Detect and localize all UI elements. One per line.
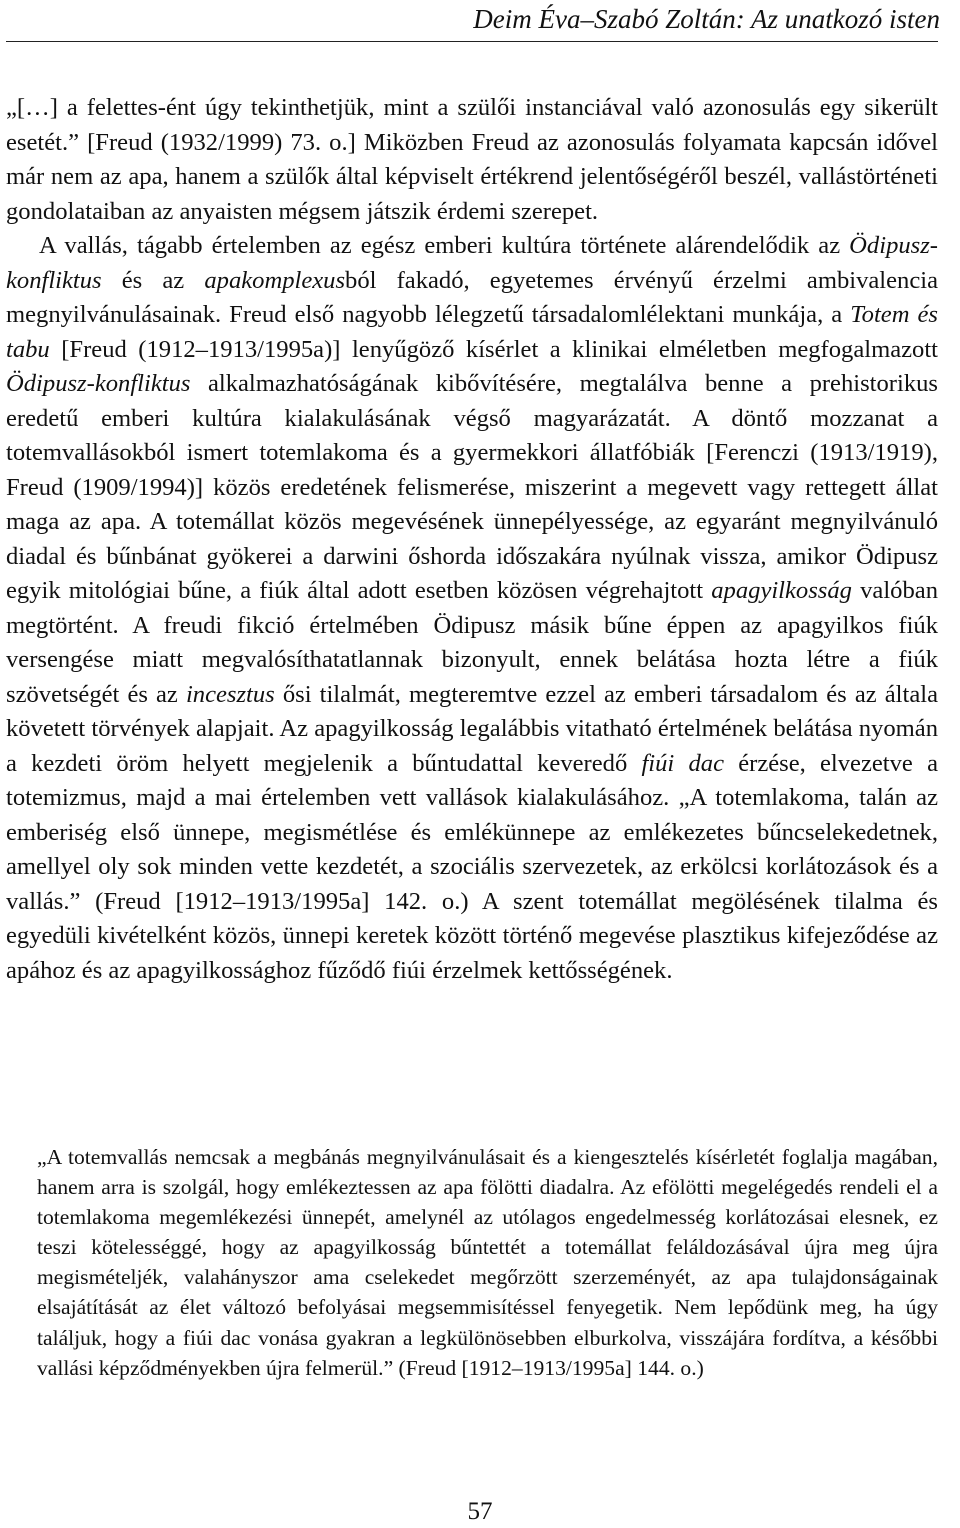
- paragraph-2-text-8: érzése, elvezetve a totemizmus, majd a mai értelemben vett vallások kialakulásához. „A totemlakoma, talán az emberiség első ünnepe, megismétlése és emlékünnepe az emlékezetes bűncselekedetnek, amellyel oly sok minden vette kezdetét, a szociális szervezetek, az erkölcsi korlátozások és a vallás.” (Freud [1912–1913/1995a] 142. o.) A szent totemállat megölésének tilalma és egyedüli kivételként közös, ünnepi keretek között történő megevése plasztikus kifejeződése az apához és az apagyilkossághoz fűződő fiúi érzelmek kettősségének.: [6, 749, 938, 984]
- paragraph-2-text-6: valóban megtörtént. A freudi fikció értelmében Ödipusz másik bűne éppen az apagyilkos fiúk versengése miatt megvalósíthatatlannak bizonyult, ennek belátása hozta létre a fiúk szövetségét és az: [6, 577, 938, 708]
- paragraph-1-text: „[…] a felettes-ént úgy tekinthetjük, mint a szülői instanciával való azonosulás egy sikerült esetét.” [Freud (1932/1999) 73. o.] Miközben Freud az azonosulás folyamata kapcsán idővel már nem az apa, hanem a szülők által képviselt értékrend jelentőségéről beszél, vallástörténeti gondolataiban az anyaisten mégsem játszik érdemi szerepet.: [6, 94, 938, 225]
- title-totem-and-taboo: Totem és tabu: [6, 301, 938, 363]
- term-father-complex: apakomplexus: [204, 266, 346, 294]
- block-quote-text: „A totemvallás nemcsak a megbánás megnyilvánulásait és a kiengesztelés kísérletét foglalja magában, hanem arra is szolgál, hogy emlékeztessen az apa fölötti diadalra. Az efölötti megelégedés rendeli el a totemlakoma megemlékezési ünnepét, amelynél az utólagos engedelmesség korlátozásai elesnek, ez teszi kötelességgé, hogy az apagyilkosság bűntettét a totemállat feláldozásával újra meg újra megismételjék, valahányszor ama cselekedet megőrzött szerzeményét, az apa tulajdonságainak elsajátítását az élet változó befolyásai megsemmisítéssel fenyegetik. Nem lepődünk meg, ha úgy találjuk, hogy a fiúi dac vonása gyakran a legkülönösebben elburkolva, visszájára fordítva, a későbbi vallási képződményekben újra felmerül.” (Freud [1912–1913/1995a] 144. o.): [37, 1145, 938, 1380]
- paragraph-2-text-3: ból fakadó, egyetemes érvényű érzelmi ambivalencia megnyilvánulásainak. Freud első nagyobb lélegzetű társadalomlélektani munkája, a: [6, 266, 939, 328]
- paragraph-2-text-1: A vallás, tágabb értelemben az egész emberi kultúra története alárendelődik az: [39, 232, 850, 259]
- main-text: [6, 91, 938, 988]
- paragraph-2-text-2: és az: [101, 266, 205, 294]
- term-patricide: apagyilkosság: [711, 577, 852, 604]
- term-oedipus-conflict-2: Ödipusz-konfliktus: [6, 370, 191, 397]
- paragraph-2: [6, 229, 938, 988]
- term-filial-defiance: fiúi dac: [641, 749, 724, 777]
- term-incest: incesztus: [185, 680, 275, 708]
- header-rule: [6, 41, 938, 42]
- paragraph-2-text-7: ősi tilalmát, megteremtve ezzel az emberi társadalom és az általa követett törvények alapjait. Az apagyilkosság legalábbis vitatható értelmének belátása nyomán a kezdeti öröm helyett megjelenik a bűntudattal keveredő: [6, 680, 938, 777]
- paragraph-1: [6, 91, 938, 229]
- block-quote: [37, 1142, 938, 1383]
- paragraph-2-text-4: [Freud (1912–1913/1995a)] lenyűgöző kísérlet a klinikai elméletben megfogalmazott: [49, 335, 938, 363]
- page-number: 57: [467, 1498, 493, 1525]
- running-head: Deim Éva–Szabó Zoltán: Az unatkozó isten: [473, 4, 940, 34]
- paragraph-2-text-5: alkalmazhatóságának kibővítésére, megtalálva benne a prehistorikus eredetű emberi kultúra kialakulásának végső magyarázatát. A döntő mozzanat a totemvallásokból ismert totemlakoma és a gyermekkori állatfóbiák [Ferenczi (1913/1919), Freud (1909/1994)] közös eredetének felismerése, miszerint a megevett vagy rettegett állat maga az apa. A totemállat közös megevésének ünnepélyessége, az egyaránt megnyilvánuló diadal és bűnbánat gyökerei a darwini őshorda időszakára nyúlnak vissza, amikor Ödipusz egyik mitológiai bűne, a fiúk által adott esetben közösen végrehajtott: [6, 370, 938, 604]
- term-oedipus-conflict: Ödipusz-konfliktus: [6, 232, 938, 294]
